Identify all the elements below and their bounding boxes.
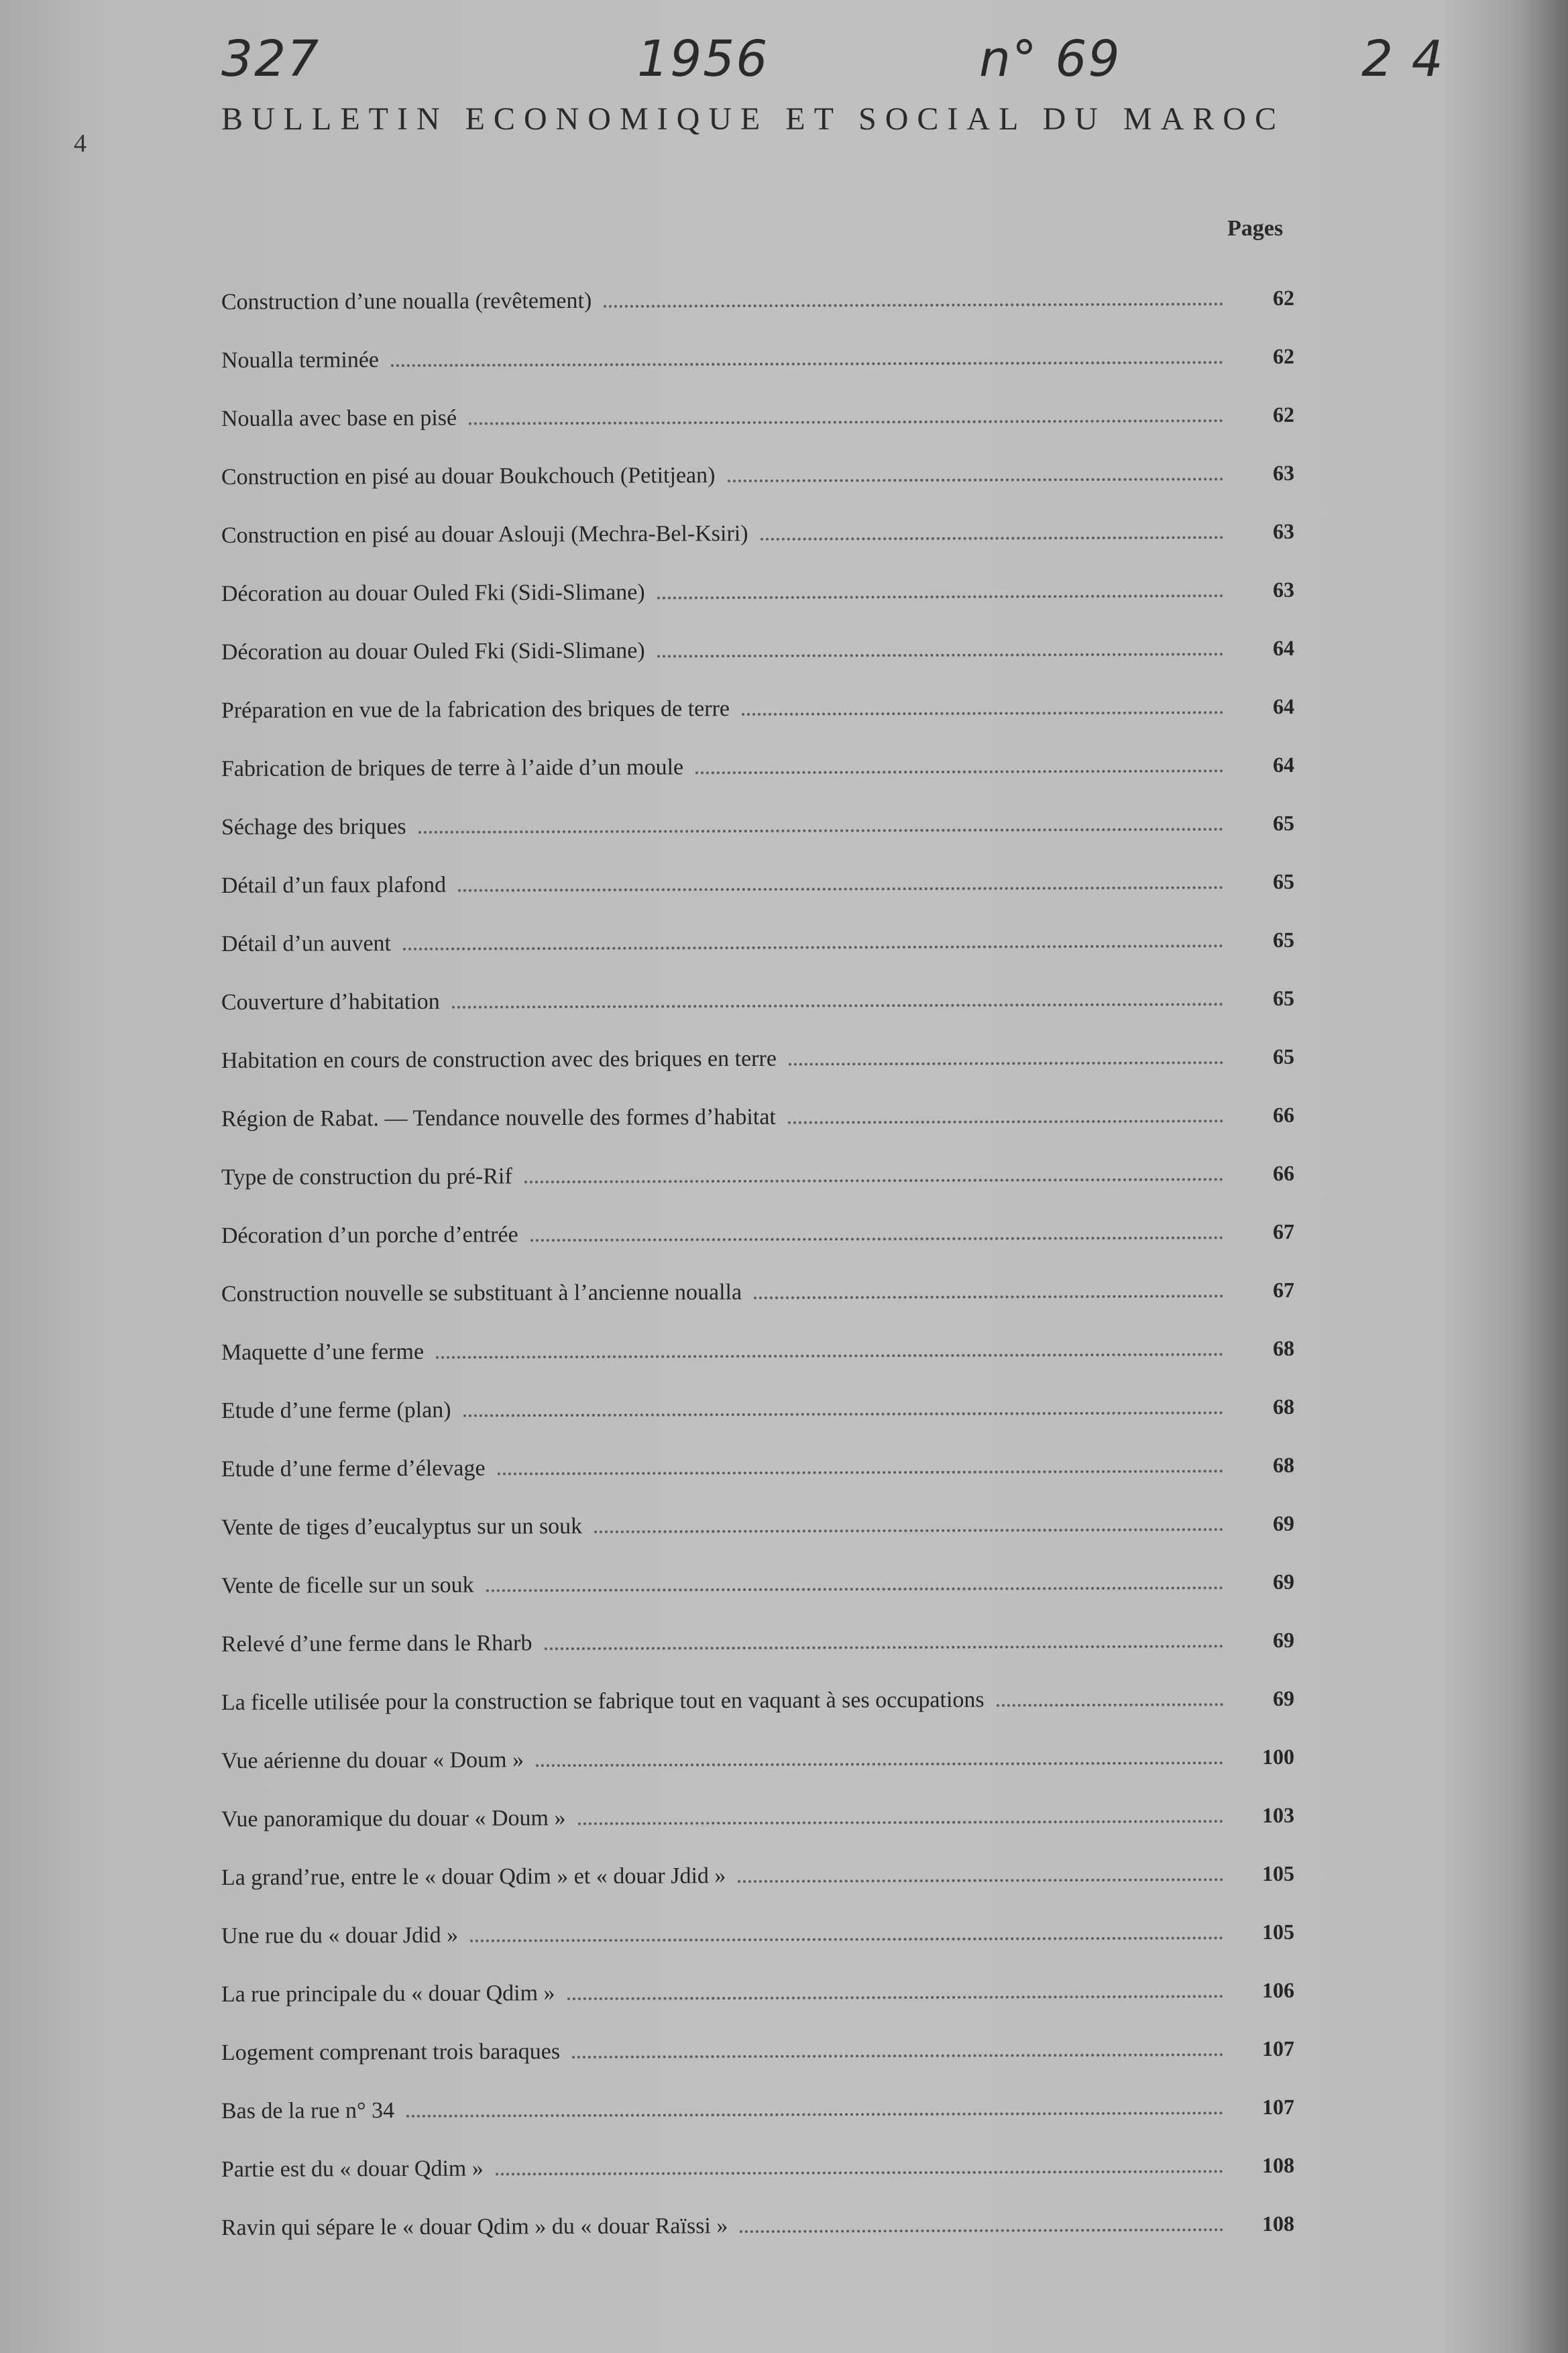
- toc-entry-page: 68: [1272, 1394, 1294, 1419]
- toc-entry-page: 108: [1262, 2152, 1294, 2178]
- toc-entry: [221, 1452, 1294, 1514]
- toc-entry-title: Habitation en cours de construction avec des briques en terre: [221, 1046, 777, 1073]
- dot-leader: [524, 1178, 1223, 1183]
- dot-leader: [498, 1470, 1223, 1475]
- toc-entry: [221, 985, 1294, 1047]
- toc-entry-title: Bas de la rue n° 34: [221, 2098, 395, 2124]
- dot-leader: [470, 1936, 1223, 1942]
- toc-entry-title: Noualla terminée: [221, 347, 380, 373]
- handwritten-note-4: 2 4: [1361, 30, 1445, 88]
- toc-entry: [221, 1802, 1294, 1864]
- handwritten-note-3: n° 69: [979, 30, 1121, 88]
- toc-entry: [221, 2152, 1294, 2214]
- toc-entry-page: 68: [1272, 1452, 1294, 1477]
- toc-entry-page: 107: [1262, 2036, 1294, 2061]
- toc-entry-page: 67: [1272, 1277, 1294, 1302]
- toc-entry: [221, 810, 1294, 872]
- toc-entry-title: Détail d’un faux plafond: [221, 872, 447, 898]
- toc-entry-title: Construction en pisé au douar Boukchouch (Petitjean): [221, 463, 716, 490]
- dot-leader: [788, 1119, 1223, 1124]
- toc-entry: [221, 1276, 1294, 1339]
- toc-entry-page: 63: [1272, 460, 1294, 485]
- toc-entry-title: Construction nouvelle se substituant à l’ancienne noualla: [221, 1280, 742, 1307]
- toc-entry-title: Couverture d’habitation: [221, 989, 440, 1015]
- toc-entry: [221, 1918, 1294, 1981]
- toc-entry: [221, 693, 1294, 755]
- toc-entry-page: 66: [1272, 1160, 1294, 1185]
- dot-leader: [458, 886, 1223, 891]
- dot-leader: [496, 2170, 1223, 2175]
- pages-column-label: Pages: [1227, 216, 1284, 241]
- toc-entry-title: Détail d’un auvent: [221, 931, 392, 956]
- toc-entry: [221, 1627, 1294, 1689]
- toc-entry-page: 106: [1262, 1977, 1294, 2003]
- toc-entry: [221, 1685, 1294, 1747]
- toc-entry-title: Maquette d’une ferme: [221, 1339, 425, 1365]
- toc-entry: [221, 2210, 1294, 2273]
- dot-leader: [740, 2228, 1223, 2233]
- toc-entry-title: Décoration au douar Ouled Fki (Sidi-Slimane): [221, 580, 645, 606]
- toc-entry-title: Région de Rabat. — Tendance nouvelle des formes d’habitat: [221, 1104, 776, 1132]
- toc-entry-title: Ravin qui sépare le « douar Qdim » du « douar Raïssi »: [221, 2213, 728, 2240]
- toc-entry: [221, 1160, 1294, 1222]
- page-edge-shadow: [1521, 0, 1568, 2353]
- dot-leader: [567, 1995, 1223, 2000]
- toc-entry: [221, 1101, 1294, 1164]
- dot-leader: [657, 653, 1223, 657]
- toc-entry: [221, 459, 1294, 522]
- toc-entry-page: 65: [1272, 985, 1294, 1010]
- toc-entry-title: Vue panoramique du douar « Doum »: [221, 1806, 566, 1832]
- page-number: 4: [74, 129, 87, 158]
- dot-leader: [436, 1353, 1223, 1359]
- publication-header: BULLETIN ECONOMIQUE ET SOCIAL DU MAROC: [221, 101, 1285, 137]
- toc-entry-title: Logement comprenant trois baraques: [221, 2039, 561, 2065]
- toc-entry-title: Décoration d’un porche d’entrée: [221, 1222, 518, 1248]
- toc-entry-title: Vue aérienne du douar « Doum »: [221, 1747, 524, 1773]
- dot-leader: [604, 303, 1223, 308]
- table-of-contents: [221, 285, 1294, 2273]
- toc-entry: [221, 868, 1294, 930]
- toc-entry: [221, 1860, 1294, 1922]
- toc-entry: [221, 576, 1294, 639]
- toc-entry-page: 62: [1272, 402, 1294, 427]
- toc-entry-page: 69: [1272, 1627, 1294, 1652]
- toc-entry-title: Etude d’une ferme (plan): [221, 1397, 451, 1423]
- toc-entry-title: Noualla avec base en pisé: [221, 405, 457, 431]
- toc-entry-page: 62: [1272, 285, 1294, 310]
- toc-entry-page: 66: [1272, 1102, 1294, 1127]
- dot-leader: [754, 1295, 1223, 1299]
- dot-leader: [577, 1820, 1223, 1825]
- toc-entry-page: 65: [1272, 927, 1294, 952]
- dot-leader: [761, 536, 1223, 541]
- toc-entry: [221, 1393, 1294, 1456]
- dot-leader: [544, 1645, 1223, 1650]
- toc-entry-page: 64: [1272, 694, 1294, 718]
- toc-entry-page: 103: [1262, 1802, 1294, 1828]
- toc-entry-title: Vente de ficelle sur un souk: [221, 1572, 474, 1598]
- toc-entry-page: 63: [1272, 577, 1294, 602]
- toc-entry-page: 69: [1272, 1686, 1294, 1710]
- toc-entry: [221, 2093, 1294, 2156]
- toc-entry-title: Décoration au douar Ouled Fki (Sidi-Slimane): [221, 638, 645, 665]
- dot-leader: [572, 2053, 1223, 2059]
- dot-leader: [695, 769, 1223, 774]
- toc-entry: [221, 1510, 1294, 1572]
- dot-leader: [403, 944, 1223, 950]
- toc-entry-title: Construction d’une noualla (revêtement): [221, 288, 592, 315]
- toc-entry-page: 64: [1272, 752, 1294, 777]
- dot-leader: [418, 828, 1223, 834]
- toc-entry-title: Partie est du « douar Qdim »: [221, 2156, 484, 2182]
- dot-leader: [463, 1411, 1223, 1417]
- toc-entry-page: 108: [1262, 2211, 1294, 2236]
- dot-leader: [391, 361, 1223, 367]
- toc-entry-page: 69: [1272, 1511, 1294, 1535]
- toc-entry: [221, 1568, 1294, 1631]
- toc-entry: [221, 926, 1294, 989]
- toc-entry-title: Une rue du « douar Jdid »: [221, 1922, 459, 1949]
- dot-leader: [406, 2112, 1223, 2118]
- toc-entry-title: Relevé d’une ferme dans le Rharb: [221, 1631, 533, 1657]
- toc-entry-title: Vente de tiges d’eucalyptus sur un souk: [221, 1513, 583, 1540]
- dot-leader: [742, 711, 1223, 716]
- toc-entry: [221, 635, 1294, 697]
- toc-entry: [221, 518, 1294, 580]
- dot-leader: [486, 1586, 1223, 1592]
- toc-entry: [221, 1743, 1294, 1806]
- toc-entry-title: Préparation en vue de la fabrication des briques de terre: [221, 696, 730, 723]
- toc-entry-page: 65: [1272, 1044, 1294, 1069]
- dot-leader: [738, 1878, 1223, 1883]
- handwritten-note-2: 1956: [637, 30, 769, 88]
- toc-entry-title: Séchage des briques: [221, 814, 406, 840]
- toc-entry-page: 64: [1272, 635, 1294, 660]
- dot-leader: [727, 478, 1223, 482]
- toc-entry-page: 105: [1262, 1861, 1294, 1886]
- dot-leader: [997, 1703, 1223, 1706]
- toc-entry-title: La rue principale du « douar Qdim »: [221, 1981, 555, 2007]
- dot-leader: [469, 419, 1223, 425]
- toc-entry: [221, 401, 1294, 463]
- handwritten-note-1: 327: [221, 30, 321, 88]
- toc-entry-page: 68: [1272, 1335, 1294, 1360]
- toc-entry-title: Construction en pisé au douar Aslouji (Mechra-Bel-Ksiri): [221, 521, 748, 548]
- toc-entry: [221, 284, 1294, 347]
- toc-entry: [221, 2035, 1294, 2097]
- toc-entry-page: 107: [1262, 2094, 1294, 2120]
- toc-entry-page: 63: [1272, 518, 1294, 543]
- toc-entry: [221, 751, 1294, 814]
- toc-entry-title: Etude d’une ferme d’élevage: [221, 1456, 486, 1482]
- dot-leader: [536, 1761, 1223, 1767]
- toc-entry-page: 105: [1262, 1919, 1294, 1945]
- toc-entry-title: La grand’rue, entre le « douar Qdim » et « douar Jdid »: [221, 1863, 726, 1890]
- toc-entry-title: La ficelle utilisée pour la construction se fabrique tout en vaquant à ses occupations: [221, 1687, 985, 1715]
- toc-entry: [221, 1335, 1294, 1397]
- toc-entry-page: 65: [1272, 810, 1294, 835]
- toc-entry: [221, 343, 1294, 405]
- toc-entry: [221, 1043, 1294, 1105]
- dot-leader: [530, 1236, 1223, 1242]
- toc-entry-page: 100: [1262, 1744, 1294, 1769]
- toc-entry-page: 65: [1272, 869, 1294, 893]
- dot-leader: [789, 1061, 1223, 1065]
- toc-entry: [221, 1977, 1294, 2039]
- toc-entry-page: 69: [1272, 1569, 1294, 1594]
- dot-leader: [657, 594, 1223, 599]
- dot-leader: [452, 1003, 1223, 1008]
- toc-entry: [221, 1218, 1294, 1280]
- toc-entry-page: 62: [1272, 343, 1294, 368]
- toc-entry-title: Fabrication de briques de terre à l’aide d’un moule: [221, 755, 684, 781]
- toc-entry-title: Type de construction du pré-Rif: [221, 1164, 512, 1190]
- dot-leader: [594, 1528, 1223, 1533]
- toc-entry-page: 67: [1272, 1219, 1294, 1244]
